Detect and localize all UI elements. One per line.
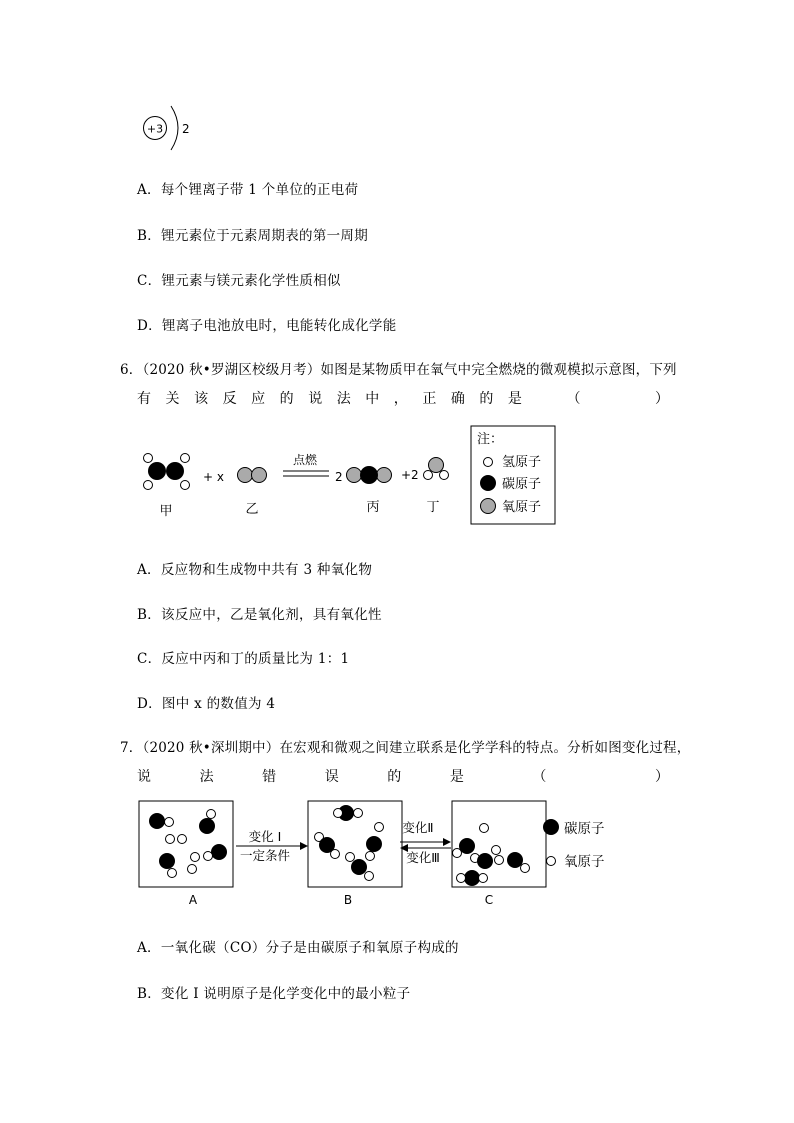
molecule-jia xyxy=(144,454,190,490)
nucleus-charge: +3 xyxy=(146,122,164,136)
q7-option-a: A．一氧化碳（CO）分子是由碳原子和氧原子构成的 xyxy=(137,940,459,956)
coefficient-ding: +2 xyxy=(401,468,419,482)
q7-change-diagram xyxy=(138,798,618,910)
arrow2-bottom-label: 变化Ⅲ xyxy=(406,850,440,865)
molecule-yi xyxy=(238,468,267,483)
molecule-bing xyxy=(347,466,392,484)
legend-oxygen-atom: 氧原子 xyxy=(564,854,605,870)
box-a xyxy=(139,801,233,887)
q7-stem-line2: 说 法 错 误 的 是 （ ） xyxy=(137,769,669,785)
box-b xyxy=(308,801,402,887)
arrow1-bottom-label: 一定条件 xyxy=(239,848,291,863)
coefficient-bing: 2 xyxy=(335,470,343,484)
arrow2-top-label: 变化Ⅱ xyxy=(402,820,434,835)
molecule-ding xyxy=(424,458,449,480)
q6-option-d: D．图中 x 的数值为 4 xyxy=(137,696,276,712)
legend-carbon: 碳原子 xyxy=(502,477,542,492)
legend-hydrogen: 氢原子 xyxy=(502,455,542,470)
box-c xyxy=(452,801,546,887)
label-ding: 丁 xyxy=(426,500,440,515)
lithium-atom-diagram xyxy=(135,103,195,153)
label-yi: 乙 xyxy=(245,502,259,517)
box-label-b: B xyxy=(343,893,353,907)
q6-reaction-diagram xyxy=(135,422,565,527)
q7-option-b: B．变化 I 说明原子是化学变化中的最小粒子 xyxy=(137,986,411,1002)
legend-oxygen: 氧原子 xyxy=(502,500,542,515)
electron-shell-arc xyxy=(171,106,178,150)
q7-stem-line1: 7．（2020 秋•深圳期中）在宏观和微观之间建立联系是化学学科的特点。分析如图变化过程， xyxy=(120,740,691,756)
reaction-condition: 点燃 xyxy=(292,453,318,467)
box-label-c: C xyxy=(484,893,494,907)
q5-option-b: B．锂元素位于元素周期表的第一周期 xyxy=(137,228,369,244)
svg-text:注：: 注： xyxy=(477,432,504,447)
shell-electron-count: 2 xyxy=(182,122,190,136)
q5-option-d: D．锂离子电池放电时，电能转化成化学能 xyxy=(137,318,397,334)
q5-option-a: A．每个锂离子带 1 个单位的正电荷 xyxy=(137,182,359,198)
label-jia: 甲 xyxy=(159,504,173,519)
q6-option-c: C．反应中丙和丁的质量比为 1：1 xyxy=(137,651,350,667)
legend-carbon-atom: 碳原子 xyxy=(564,821,605,837)
box-label-a: A xyxy=(188,893,198,907)
q6-legend xyxy=(471,426,555,524)
q6-option-b: B．该反应中，乙是氧化剂，具有氧化性 xyxy=(137,607,382,623)
q6-stem-line2: 有 关 该 反 应 的 说 法 中 ， 正 确 的 是 （ ） xyxy=(137,391,669,407)
q6-option-a: A．反应物和生成物中共有 3 种氧化物 xyxy=(137,562,373,578)
q7-legend xyxy=(543,819,605,870)
plus-x-text: + x xyxy=(203,470,224,484)
label-bing: 丙 xyxy=(366,500,380,515)
arrow1-top-label: 变化 I xyxy=(248,829,282,844)
q5-option-c: C．锂元素与镁元素化学性质相似 xyxy=(137,273,341,289)
q6-stem-line1: 6．（2020 秋•罗湖区校级月考）如图是某物质甲在氧气中完全燃烧的微观模拟示意图，下列 xyxy=(120,362,677,378)
